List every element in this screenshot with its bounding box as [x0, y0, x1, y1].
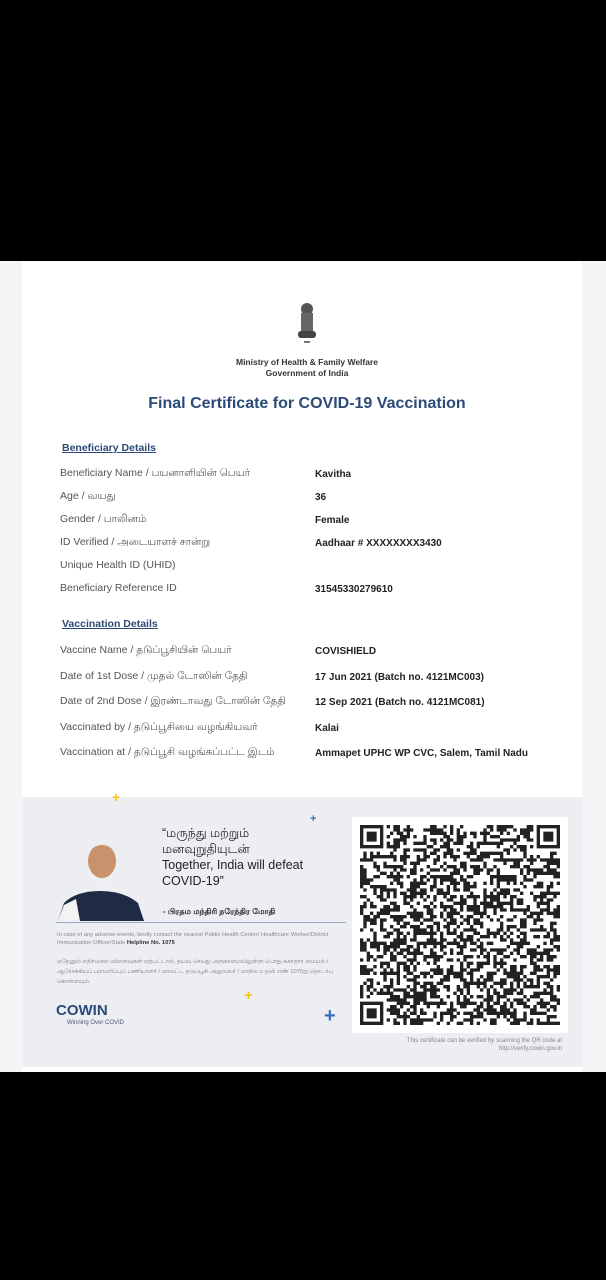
page-title: Final Certificate for COVID-19 Vaccination: [148, 395, 466, 412]
field-label: Date of 2nd Dose / இரண்டாவது டோஸின் தேதி: [60, 695, 286, 707]
verify-note: [322, 1037, 562, 1053]
quote-tamil: “மருந்து மற்றும் மனவுறுதியுடன்: [162, 826, 250, 856]
field-value: COVISHIELD: [315, 646, 377, 657]
plus-icon: +: [112, 789, 121, 805]
field-label: Unique Health ID (UHID): [60, 559, 176, 571]
field-label: ID Verified / அடையாளச் சான்று: [60, 536, 211, 548]
quote: [162, 825, 332, 889]
adverse-text: In case of any adverse events, kindly contact the nearest Public Health Center/ Healthcare Worker/District Immunization Officer/State: [57, 932, 329, 946]
field-value: Kavitha: [315, 469, 352, 480]
divider: [56, 922, 346, 923]
field-label: Vaccinated by / தடுப்பூசியை வழங்கியவர்: [60, 720, 258, 733]
cowin-tagline: Winning Over COVID: [67, 1020, 125, 1026]
helpline: Helpline No. 1075: [126, 940, 175, 946]
beneficiary-heading: Beneficiary Details: [62, 442, 156, 454]
certificate: [22, 261, 582, 1072]
verify-link[interactable]: http://verify.cowin.gov.in: [498, 1046, 562, 1052]
adverse-events-note: [57, 931, 357, 947]
field-label: Vaccine Name / தடுப்பூசியின் பெயர்: [60, 644, 232, 656]
field-value: Ammapet UPHC WP CVC, Salem, Tamil Nadu: [315, 748, 529, 759]
field-value: 31545330279610: [315, 584, 393, 595]
qr-code[interactable]: [352, 817, 568, 1033]
plus-icon: +: [244, 987, 253, 1004]
cowin-logo: COWIN: [56, 1002, 108, 1019]
quote-attribution: - பிரதம மந்திரி நரேந்திர மோதி: [163, 907, 276, 916]
field-value: Kalai: [315, 722, 339, 734]
field-value: 12 Sep 2021 (Batch no. 4121MC081): [315, 697, 485, 708]
field-label: Beneficiary Reference ID: [60, 582, 177, 594]
ministry-name: Ministry of Health & Family Welfare: [235, 357, 378, 367]
field-label: Beneficiary Name / பயனாளியின் பெயர்: [60, 467, 251, 479]
government-name: Government of India: [265, 368, 349, 378]
field-label: Age / வயது: [60, 490, 116, 502]
field-label: Date of 1st Dose / முதல் டோஸின் தேதி: [60, 669, 248, 682]
verify-text: This certificate can be verified by scanning the QR code at: [406, 1038, 562, 1044]
prime-minister-photo: [56, 833, 144, 921]
qr-modules: [360, 825, 560, 1025]
field-label: Vaccination at / தடுப்பூசி வழங்கப்பட்ட இடம்: [60, 746, 275, 758]
national-emblem-icon: [292, 301, 322, 347]
plus-icon: +: [310, 813, 317, 825]
field-value: 17 Jun 2021 (Batch no. 4121MC003): [315, 671, 484, 683]
adverse-events-tamil: ஏதேனும் எதிர்மறை விளைவுகள் ஏற்பட்டால், தயவு செய்து அருகாமையிலுள்ள பொது சுகாதார மையம் / ஆரோக்கியப் பராமரிப்புப் பணியாளர் / மாவட்ட தடுப்பூசி அலுவலர் / மாநில உதவி எண் 1075ஐ தொடர்பு கொள்ளவும்.: [57, 959, 333, 985]
field-value: Female: [315, 515, 350, 526]
plus-icon: +: [324, 1005, 336, 1027]
field-value: 36: [315, 492, 327, 503]
footer-panel: [22, 789, 582, 1067]
quote-english: Together, India will defeat COVID-19”: [162, 858, 304, 888]
field-label: Gender / பாலினம்: [60, 513, 147, 525]
vaccination-heading: Vaccination Details: [62, 618, 158, 630]
field-value: Aadhaar # XXXXXXXX3430: [315, 538, 442, 549]
